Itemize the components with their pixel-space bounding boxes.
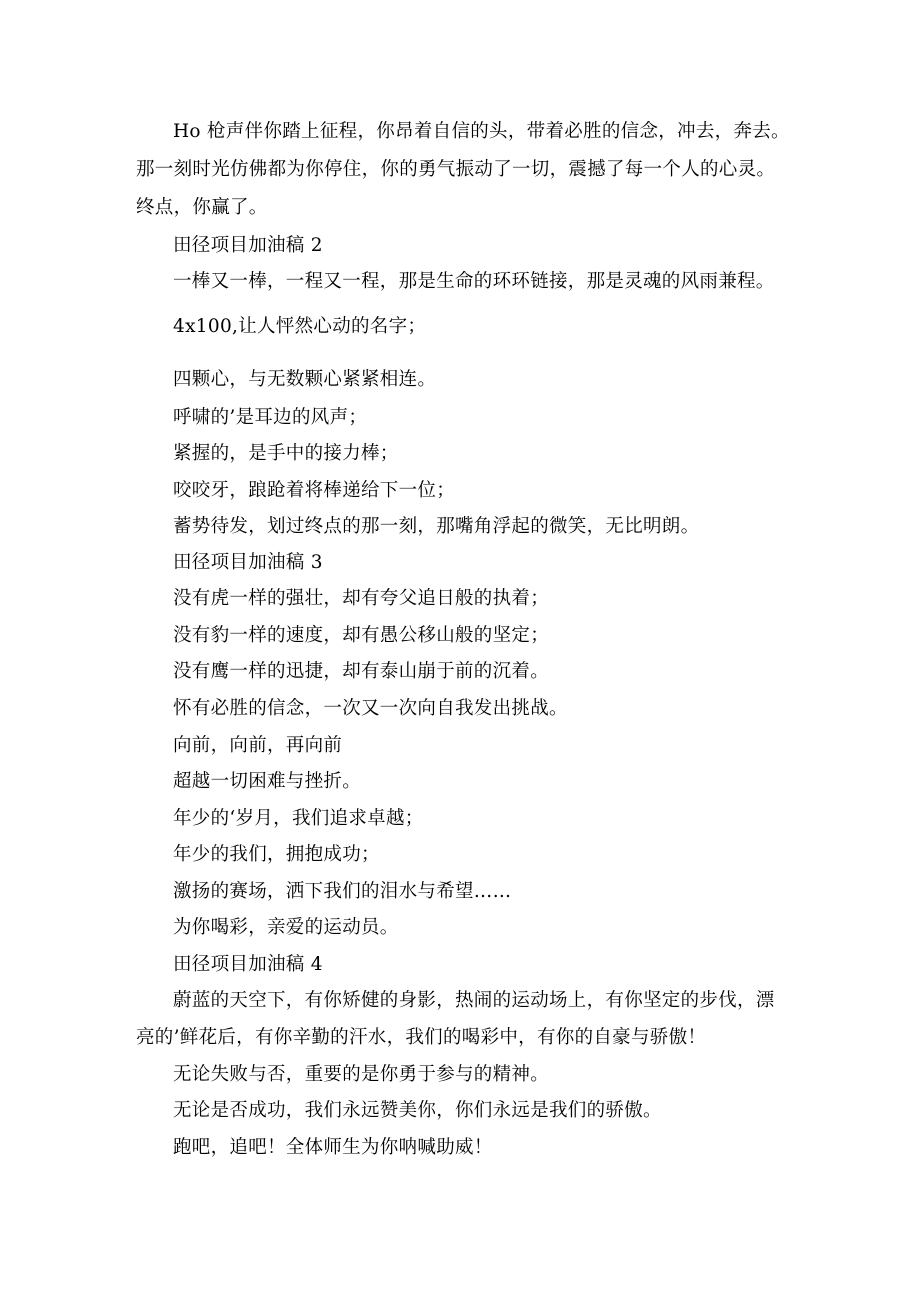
paragraph-line: Ho 枪声伴你踏上征程，你昂着自信的头，带着必胜的信念，冲去，奔去。 [173, 121, 790, 142]
paragraph-line: 没有鹰一样的迅捷，却有泰山崩于前的沉着。 [173, 661, 550, 682]
section-heading: 田径项目加油稿 2 [173, 235, 323, 256]
paragraph-line: 为你喝彩，亲爱的运动员。 [173, 917, 399, 938]
paragraph-line: 年少的‘岁月，我们追求卓越； [173, 808, 424, 829]
paragraph-line: 4x100,让人怦然心动的名字； [173, 316, 427, 337]
paragraph-line: 没有虎一样的强壮，却有夸父追日般的执着； [173, 588, 550, 609]
paragraph-line: 一棒又一棒，一程又一程，那是生命的环环链接，那是灵魂的风雨兼程。 [173, 271, 775, 292]
paragraph-line: 呼啸的’是耳边的风声； [173, 407, 368, 428]
paragraph-line: 怀有必胜的信念，一次又一次向自我发出挑战。 [173, 698, 568, 719]
paragraph-line: 激扬的赛场，洒下我们的泪水与希望…… [173, 881, 512, 902]
paragraph-line: 那一刻时光仿佛都为你停住，你的勇气振动了一切，震撼了每一个人的心灵。 [136, 159, 776, 180]
section-heading: 田径项目加油稿 4 [173, 954, 323, 975]
paragraph-line: 蓄势待发，划过终点的那一刻，那嘴角浮起的微笑，无比明朗。 [173, 516, 700, 537]
section-heading: 田径项目加油稿 3 [173, 552, 323, 573]
paragraph-line: 向前，向前，再向前 [173, 735, 343, 756]
paragraph-line: 咬咬牙，踉跄着将棒递给下一位； [173, 480, 456, 501]
paragraph-line: 超越一切困难与挫折。 [173, 771, 362, 792]
paragraph-line: 年少的我们，拥抱成功； [173, 844, 380, 865]
paragraph-line: 跑吧，追吧！全体师生为你呐喊助威！ [173, 1137, 493, 1158]
paragraph-line: 亮的’鲜花后，有你辛勤的汗水，我们的喝彩中，有你的自豪与骄傲！ [136, 1027, 707, 1048]
paragraph-line: 四颗心，与无数颗心紧紧相连。 [173, 369, 437, 390]
paragraph-line: 无论是否成功，我们永远赞美你，你们永远是我们的骄傲。 [173, 1100, 662, 1121]
paragraph-line: 紧握的，是手中的接力棒； [173, 443, 399, 464]
paragraph-line: 没有豹一样的速度，却有愚公移山般的坚定； [173, 625, 550, 646]
paragraph-line: 无论失败与否，重要的是你勇于参与的精神。 [173, 1064, 550, 1085]
paragraph-line: 蔚蓝的天空下，有你矫健的身影，热闹的运动场上，有你坚定的步伐，漂 [173, 990, 775, 1011]
paragraph-line: 终点，你赢了。 [136, 197, 268, 218]
